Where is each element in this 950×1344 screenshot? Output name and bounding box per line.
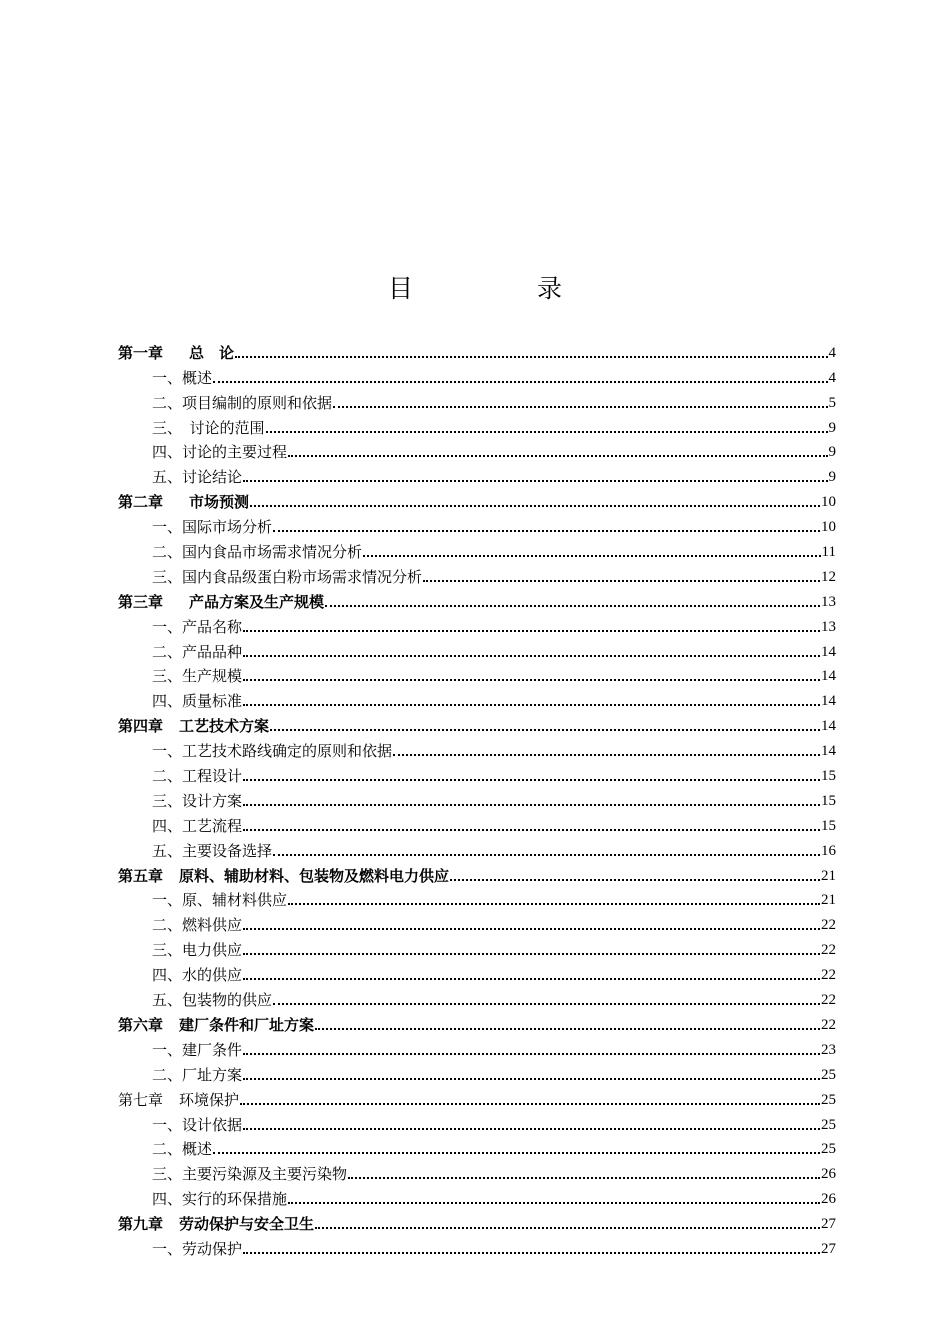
- toc-page-number: 10: [821, 519, 836, 536]
- toc-section-entry[interactable]: [118, 661, 836, 686]
- toc-dot-leader: [423, 580, 820, 582]
- toc-dot-leader: [243, 804, 820, 806]
- toc-chapter-title: 建厂条件和厂址方案: [179, 1015, 315, 1034]
- toc-section-entry[interactable]: [118, 1109, 836, 1134]
- toc-dot-leader: [288, 1202, 820, 1204]
- toc-section-label: 二、燃料供应: [152, 916, 243, 935]
- toc-section-label: 二、项目编制的原则和依据: [152, 393, 333, 412]
- toc-dot-leader: [325, 605, 820, 607]
- toc-section-label: 三、国内食品级蛋白粉市场需求情况分析: [152, 567, 423, 586]
- toc-dot-leader: [243, 928, 820, 930]
- toc-dot-leader: [250, 505, 820, 507]
- toc-section-entry[interactable]: [118, 412, 836, 437]
- toc-section-label: 一、概述: [152, 368, 213, 387]
- toc-page-number: 22: [821, 917, 836, 934]
- toc-dot-leader: [273, 530, 820, 532]
- toc-page-number: 13: [821, 593, 836, 610]
- toc-dot-leader: [315, 1028, 820, 1030]
- toc-section-entry[interactable]: [118, 611, 836, 636]
- toc-dot-leader: [235, 356, 827, 358]
- toc-page-number: 13: [821, 618, 836, 635]
- toc-dot-leader: [270, 729, 820, 731]
- toc-chapter-title: 产品方案及生产规模: [189, 592, 325, 611]
- toc-page-number: 14: [821, 743, 836, 760]
- toc-page-number: 16: [821, 842, 836, 859]
- toc-section-label: 五、主要设备选择: [152, 841, 273, 860]
- toc-page-number: 15: [821, 817, 836, 834]
- toc-page-number: 11: [821, 544, 836, 561]
- toc-page-number: 10: [821, 494, 836, 511]
- toc-section-entry[interactable]: [118, 1183, 836, 1208]
- toc-dot-leader: [288, 455, 827, 457]
- toc-section-label: 二、国内食品市场需求情况分析: [152, 543, 363, 562]
- toc-section-label: 三、 讨论的范围: [152, 418, 265, 437]
- toc-section-entry[interactable]: [118, 1059, 836, 1084]
- toc-section-label: 四、实行的环保措施: [152, 1190, 288, 1209]
- toc-dot-leader: [315, 1227, 820, 1229]
- toc-dot-leader: [243, 630, 820, 632]
- toc-section-label: 五、包装物的供应: [152, 991, 273, 1010]
- toc-section-label: 二、工程设计: [152, 767, 243, 786]
- toc-dot-leader: [213, 1152, 820, 1154]
- toc-section-entry[interactable]: [118, 735, 836, 760]
- toc-dot-leader: [273, 1003, 820, 1005]
- toc-page-number: 25: [821, 1066, 836, 1083]
- toc-section-label: 一、工艺技术路线确定的原则和依据: [152, 742, 393, 761]
- toc-page-number: 9: [828, 419, 836, 436]
- toc-dot-leader: [243, 978, 820, 980]
- toc-section-entry[interactable]: [118, 536, 836, 561]
- toc-section-entry[interactable]: [118, 1158, 836, 1183]
- toc-dot-leader: [243, 829, 820, 831]
- toc-chapter-title: 市场预测: [189, 493, 250, 512]
- toc-page-number: 12: [821, 568, 836, 585]
- toc-section-label: 四、工艺流程: [152, 816, 243, 835]
- toc-chapter-entry[interactable]: [118, 337, 836, 362]
- toc-dot-leader: [243, 480, 827, 482]
- toc-section-label: 四、水的供应: [152, 966, 243, 985]
- toc-chapter-title: 工艺技术方案: [179, 717, 270, 736]
- toc-page-number: 4: [828, 369, 836, 386]
- toc-chapter-label: 第六章: [118, 1015, 164, 1034]
- toc-page-number: 27: [821, 1216, 836, 1233]
- toc-dot-leader: [266, 431, 828, 433]
- toc-section-label: 五、讨论结论: [152, 468, 243, 487]
- toc-page-number: 22: [821, 992, 836, 1009]
- toc-dot-leader: [450, 879, 820, 881]
- toc-dot-leader: [333, 406, 827, 408]
- toc-page-number: 22: [821, 967, 836, 984]
- toc-section-entry[interactable]: [118, 685, 836, 710]
- toc-page-number: 14: [821, 643, 836, 660]
- toc-page-number: 5: [828, 394, 836, 411]
- toc-dot-leader: [243, 1053, 820, 1055]
- toc-chapter-entry[interactable]: [118, 586, 836, 611]
- toc-section-entry[interactable]: [118, 437, 836, 462]
- toc-page-number: 15: [821, 792, 836, 809]
- toc-chapter-entry[interactable]: [118, 1084, 836, 1109]
- toc-page-number: 15: [821, 768, 836, 785]
- toc-section-label: 四、讨论的主要过程: [152, 443, 288, 462]
- toc-page-number: 9: [828, 469, 836, 486]
- toc-page-number: 4: [828, 344, 836, 361]
- toc-section-label: 三、生产规模: [152, 667, 243, 686]
- toc-chapter-label: 第一章: [118, 343, 164, 362]
- toc-section-entry[interactable]: [118, 959, 836, 984]
- toc-section-label: 一、建厂条件: [152, 1040, 243, 1059]
- toc-dot-leader: [243, 1252, 820, 1254]
- toc-dot-leader: [363, 555, 821, 557]
- toc-chapter-label: 第七章: [118, 1090, 164, 1109]
- toc-chapter-label: 第九章: [118, 1215, 164, 1234]
- toc-dot-leader: [393, 754, 820, 756]
- toc-page-number: 22: [821, 1016, 836, 1033]
- toc-section-label: 三、设计方案: [152, 791, 243, 810]
- toc-section-entry[interactable]: [118, 636, 836, 661]
- toc-page-number: 21: [821, 867, 836, 884]
- toc-page-number: 25: [821, 1141, 836, 1158]
- toc-section-entry[interactable]: [118, 1034, 836, 1059]
- toc-page-number: 23: [821, 1041, 836, 1058]
- toc-section-label: 一、原、辅材料供应: [152, 891, 288, 910]
- toc-section-label: 四、质量标准: [152, 692, 243, 711]
- toc-section-entry[interactable]: [118, 1134, 836, 1159]
- toc-page-number: 25: [821, 1091, 836, 1108]
- toc-section-entry[interactable]: [118, 387, 836, 412]
- table-of-contents: [118, 337, 836, 1258]
- toc-dot-leader: [213, 381, 827, 383]
- toc-chapter-entry[interactable]: [118, 1009, 836, 1034]
- toc-chapter-title: 环境保护: [179, 1090, 240, 1109]
- toc-page-number: 22: [821, 942, 836, 959]
- toc-section-entry[interactable]: [118, 785, 836, 810]
- toc-chapter-entry[interactable]: [118, 860, 836, 885]
- toc-chapter-title: 劳动保护与安全卫生: [179, 1215, 315, 1234]
- toc-section-label: 二、产品品种: [152, 642, 243, 661]
- toc-chapter-title: 原料、辅助材料、包装物及燃料电力供应: [179, 866, 450, 885]
- toc-page-number: 26: [821, 1166, 836, 1183]
- toc-chapter-entry[interactable]: [118, 1208, 836, 1233]
- toc-page-number: 9: [828, 444, 836, 461]
- toc-chapter-label: 第四章: [118, 717, 164, 736]
- toc-dot-leader: [288, 903, 820, 905]
- toc-section-entry[interactable]: [118, 362, 836, 387]
- toc-section-label: 一、产品名称: [152, 617, 243, 636]
- toc-dot-leader: [243, 655, 820, 657]
- toc-dot-leader: [243, 679, 820, 681]
- toc-page-number: 25: [821, 1116, 836, 1133]
- toc-chapter-label: 第三章: [118, 592, 164, 611]
- toc-section-label: 一、国际市场分析: [152, 518, 273, 537]
- toc-section-label: 二、概述: [152, 1140, 213, 1159]
- toc-section-label: 二、厂址方案: [152, 1065, 243, 1084]
- toc-section-entry[interactable]: [118, 984, 836, 1009]
- toc-section-entry[interactable]: [118, 760, 836, 785]
- toc-section-label: 三、电力供应: [152, 941, 243, 960]
- toc-dot-leader: [243, 1128, 820, 1130]
- page-title: 目 录: [388, 274, 620, 303]
- toc-dot-leader: [243, 779, 820, 781]
- toc-section-entry[interactable]: [118, 1233, 836, 1258]
- toc-dot-leader: [243, 1078, 820, 1080]
- toc-section-label: 一、劳动保护: [152, 1239, 243, 1258]
- toc-section-entry[interactable]: [118, 885, 836, 910]
- toc-dot-leader: [243, 704, 820, 706]
- toc-page-number: 21: [821, 892, 836, 909]
- toc-chapter-label: 第二章: [118, 493, 164, 512]
- toc-section-entry[interactable]: [118, 561, 836, 586]
- toc-dot-leader: [273, 854, 820, 856]
- toc-section-entry[interactable]: [118, 835, 836, 860]
- toc-section-label: 一、设计依据: [152, 1115, 243, 1134]
- toc-dot-leader: [243, 953, 820, 955]
- toc-section-entry[interactable]: [118, 934, 836, 959]
- toc-chapter-title: 总 论: [189, 343, 235, 362]
- toc-dot-leader: [240, 1103, 820, 1105]
- toc-page-number: 14: [821, 693, 836, 710]
- toc-section-entry[interactable]: [118, 810, 836, 835]
- toc-dot-leader: [348, 1177, 820, 1179]
- toc-section-entry[interactable]: [118, 511, 836, 536]
- toc-chapter-label: 第五章: [118, 866, 164, 885]
- toc-section-entry[interactable]: [118, 909, 836, 934]
- toc-page-number: 14: [821, 668, 836, 685]
- toc-section-label: 三、主要污染源及主要污染物: [152, 1165, 348, 1184]
- toc-chapter-entry[interactable]: [118, 486, 836, 511]
- toc-page-number: 27: [821, 1240, 836, 1257]
- toc-section-entry[interactable]: [118, 461, 836, 486]
- toc-page-number: 14: [821, 718, 836, 735]
- toc-chapter-entry[interactable]: [118, 710, 836, 735]
- toc-page-number: 26: [821, 1191, 836, 1208]
